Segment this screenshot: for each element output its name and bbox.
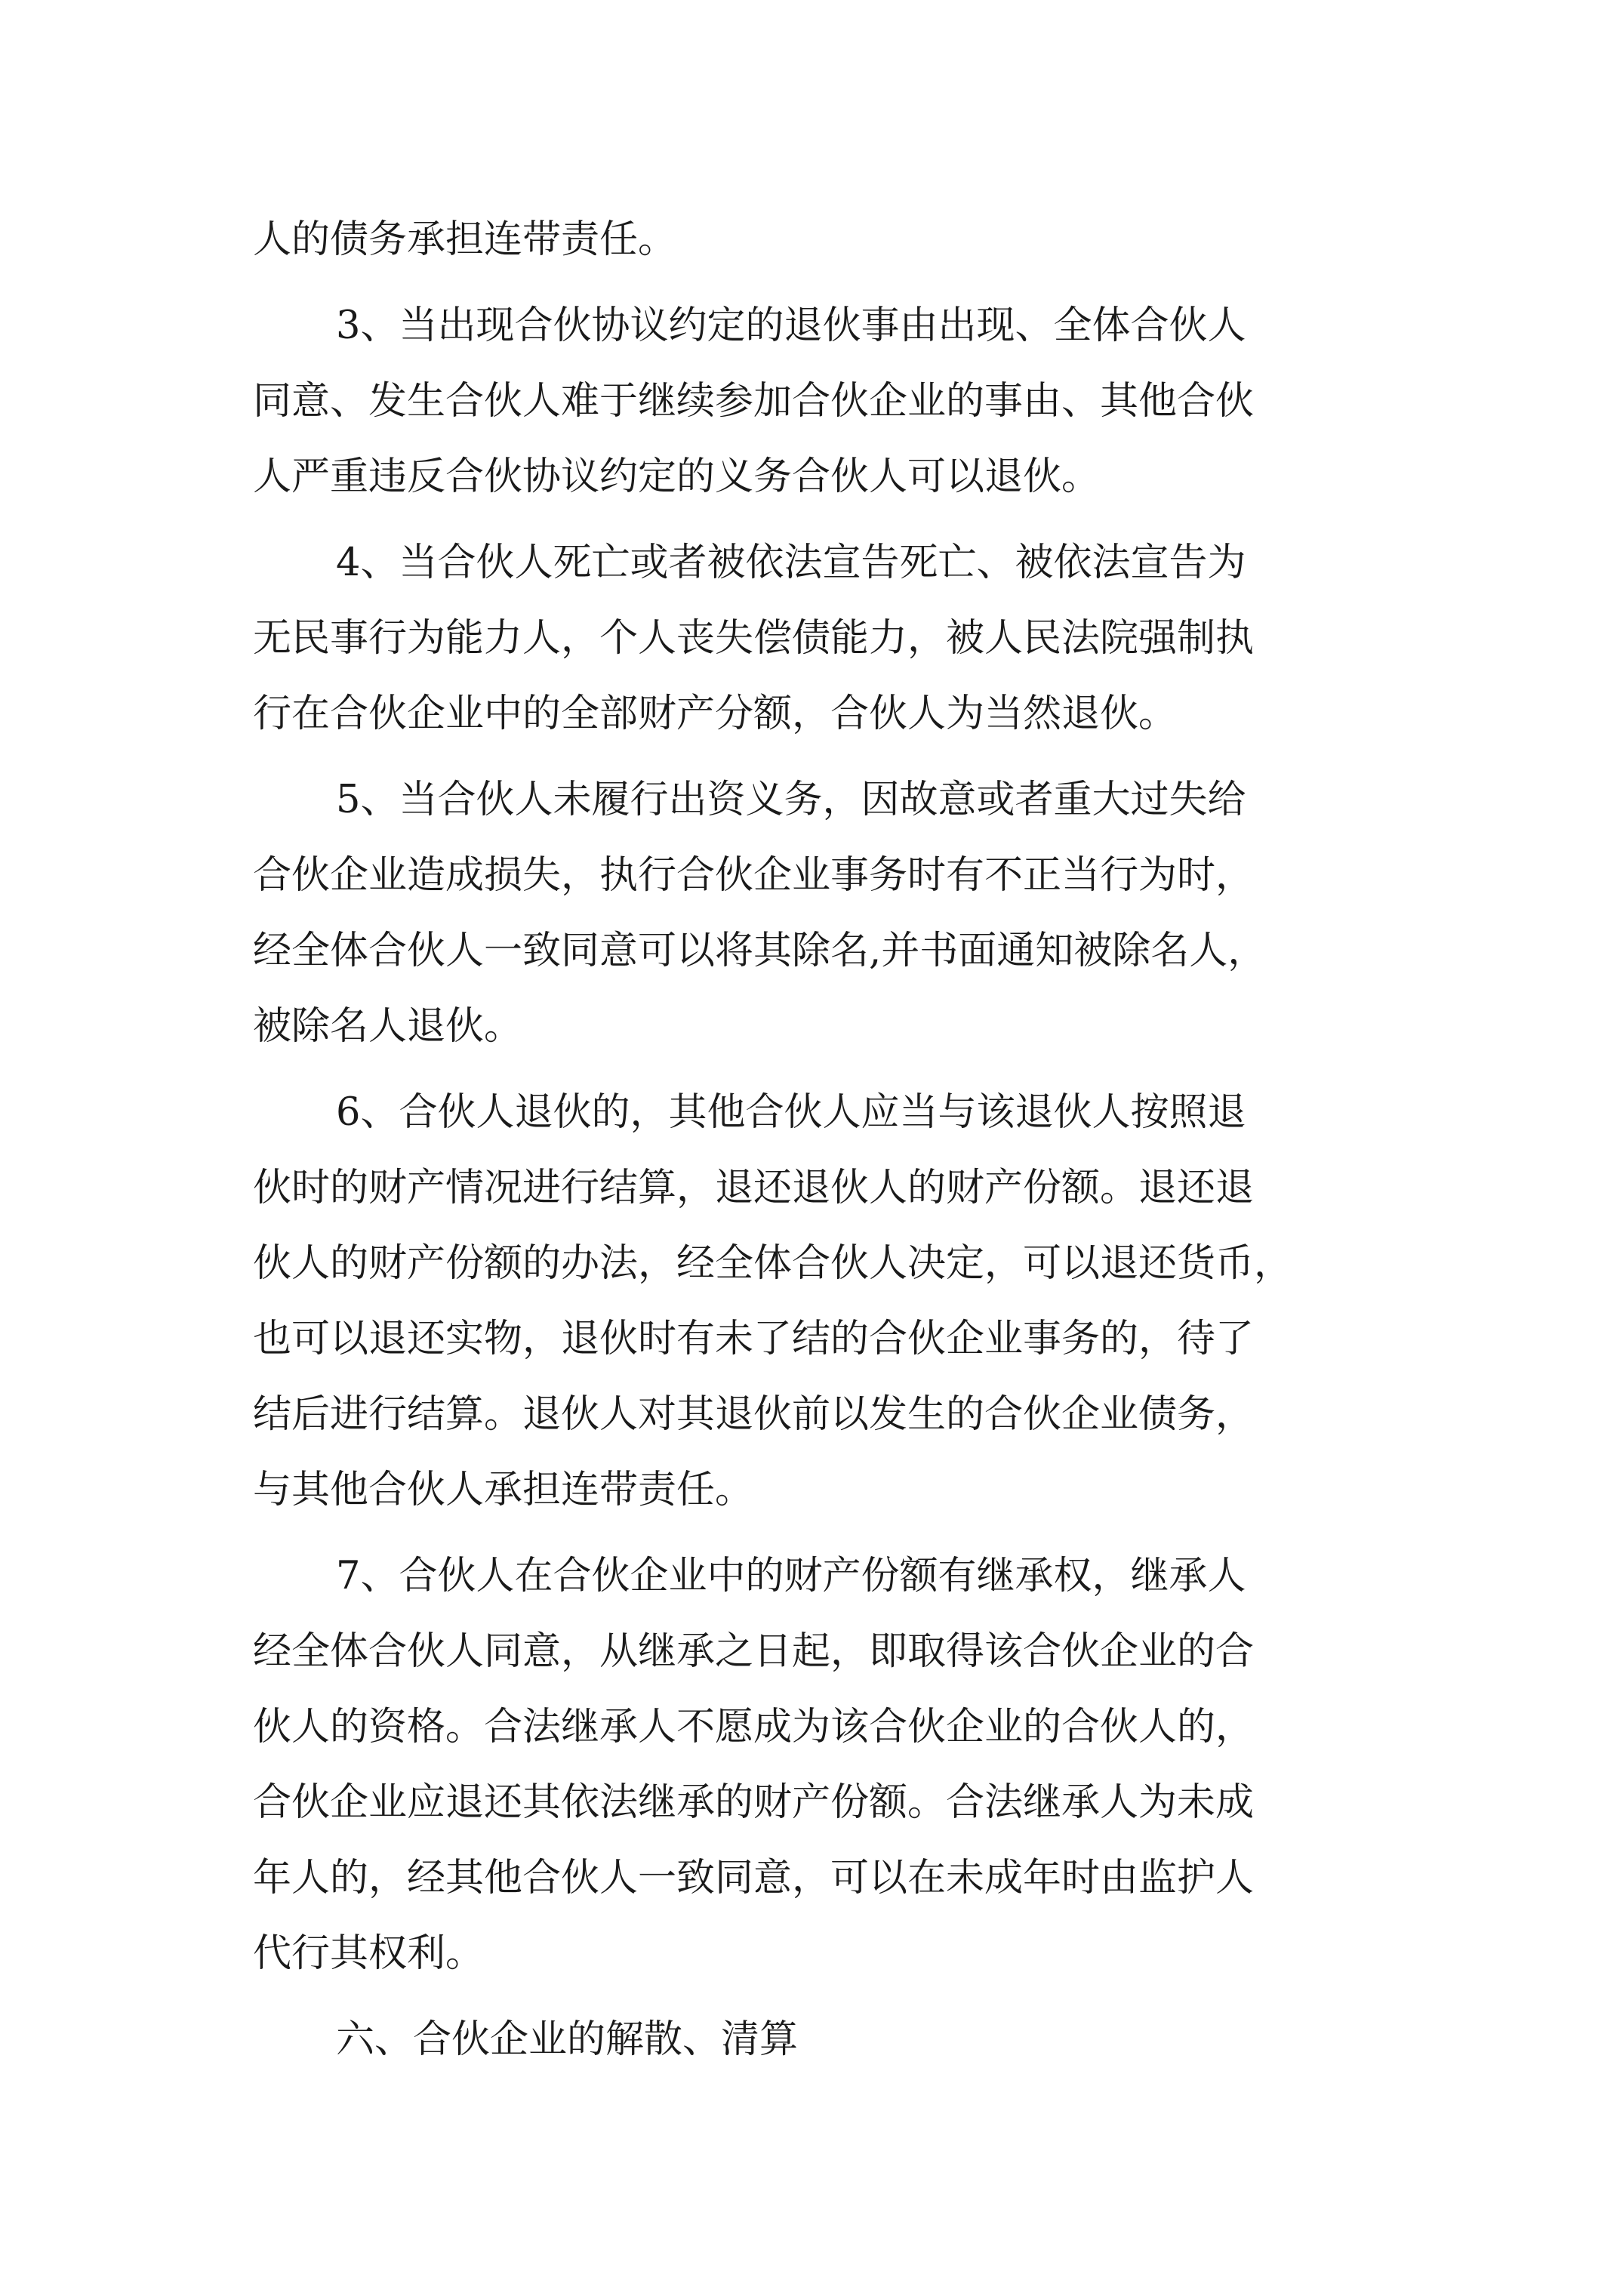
text-line: 行在合伙企业中的全部财产分额，合伙人为当然退伙。 [253, 692, 1178, 736]
text-line: 人的债务承担连带责任。 [253, 217, 677, 262]
text-line: 也可以退还实物，退伙时有未了结的合伙企业事务的，待了 [253, 1317, 1255, 1361]
section-heading: 六、合伙企业的解散、清算 [336, 2017, 799, 2062]
text-line: 4、当合伙人死亡或者被依法宣告死亡、被依法宣告为 [336, 541, 1246, 585]
text-line: 代行其权利。 [253, 1931, 485, 1976]
text-line: 伙时的财产情况进行结算，退还退伙人的财产份额。退还退 [253, 1166, 1255, 1210]
text-line: 6、合伙人退伙的，其他合伙人应当与该退伙人按照退 [336, 1090, 1246, 1135]
text-line: 结后进行结算。退伙人对其退伙前以发生的合伙企业债务， [253, 1392, 1255, 1437]
text-line: 经全体合伙人一致同意可以将其除名,并书面通知被除名人， [253, 929, 1267, 973]
text-line: 同意、发生合伙人难于继续参加合伙企业的事由、其他合伙 [253, 379, 1255, 424]
text-line: 合伙企业造成损失，执行合伙企业事务时有不正当行为时， [253, 853, 1255, 898]
text-line: 7、合伙人在合伙企业中的财产份额有继承权，继承人 [336, 1554, 1246, 1598]
text-line: 年人的，经其他合伙人一致同意，可以在未成年时由监护人 [253, 1856, 1255, 1900]
text-line: 伙人的财产份额的办法，经全体合伙人决定，可以退还货币， [253, 1241, 1293, 1286]
text-line: 伙人的资格。合法继承人不愿成为该合伙企业的合伙人的， [253, 1705, 1255, 1749]
text-line: 5、当合伙人未履行出资义务，因故意或者重大过失给 [336, 778, 1246, 822]
text-line: 经全体合伙人同意，从继承之日起，即取得该合伙企业的合 [253, 1629, 1255, 1674]
text-line: 与其他合伙人承担连带责任。 [253, 1468, 754, 1512]
text-line: 人严重违反合伙协议约定的义务合伙人可以退伙。 [253, 455, 1101, 499]
text-line: 被除名人退伙。 [253, 1004, 523, 1049]
text-line: 合伙企业应退还其依法继承的财产份额。合法继承人为未成 [253, 1780, 1255, 1825]
text-line: 3、当出现合伙协议约定的退伙事由出现、全体合伙人 [336, 304, 1246, 348]
text-line: 无民事行为能力人，个人丧失偿债能力，被人民法院强制执 [253, 616, 1255, 661]
